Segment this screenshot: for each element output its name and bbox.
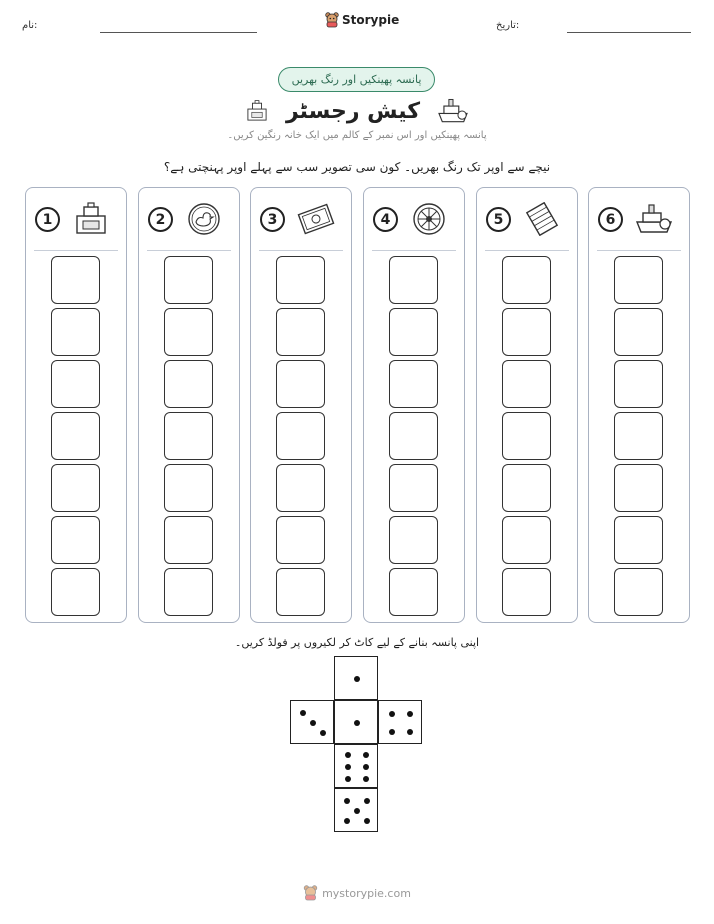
column-header	[364, 202, 464, 242]
subtitle: پانسہ پھینکیں اور اس نمبر کے کالم میں ایک خانہ رنگین کریں۔	[227, 130, 487, 141]
die-pip	[363, 764, 369, 770]
color-cell[interactable]	[389, 516, 438, 564]
color-cell[interactable]	[164, 412, 213, 460]
die-face-1	[334, 656, 378, 700]
name-line	[100, 32, 257, 33]
storypie-logo	[325, 12, 399, 28]
column-3	[250, 187, 352, 623]
die-pip	[310, 720, 316, 726]
name-label: نام:	[22, 20, 38, 31]
color-cell[interactable]	[502, 412, 551, 460]
column-5	[476, 187, 578, 623]
color-cell[interactable]	[614, 308, 663, 356]
die-face-5	[334, 788, 378, 832]
column-number: 4	[373, 207, 398, 232]
boat-icon	[436, 97, 470, 125]
color-cell[interactable]	[389, 256, 438, 304]
color-cell[interactable]	[276, 516, 325, 564]
column-divider	[147, 250, 231, 251]
date-label: تاریخ:	[496, 20, 520, 31]
instruction-text: نیچے سے اوپر تک رنگ بھریں۔ کون سی تصویر سب سے پہلے اوپر پہنچتی ہے؟	[163, 160, 551, 174]
die-face-3	[290, 700, 334, 744]
die-pip	[364, 798, 370, 804]
color-cell[interactable]	[502, 516, 551, 564]
column-number: 3	[260, 207, 285, 232]
footer-url: mystorypie.com	[322, 886, 411, 900]
duck-coin-icon	[184, 202, 224, 236]
color-cell[interactable]	[502, 256, 551, 304]
die-pip	[363, 776, 369, 782]
color-cell[interactable]	[51, 256, 100, 304]
color-cell[interactable]	[502, 308, 551, 356]
die-pip	[363, 752, 369, 758]
logo-text: Storypie	[342, 13, 400, 27]
column-number: 1	[35, 207, 60, 232]
color-cell[interactable]	[614, 516, 663, 564]
column-1	[25, 187, 127, 623]
die-pip	[345, 776, 351, 782]
color-cell[interactable]	[164, 516, 213, 564]
die-pip	[354, 720, 360, 726]
color-cell[interactable]	[502, 360, 551, 408]
die-pip	[344, 798, 350, 804]
color-cell[interactable]	[164, 308, 213, 356]
cash-register-icon	[244, 98, 270, 124]
die-pip	[344, 818, 350, 824]
color-cell[interactable]	[276, 412, 325, 460]
color-cell[interactable]	[51, 568, 100, 616]
color-cell[interactable]	[164, 568, 213, 616]
die-pip	[300, 710, 306, 716]
die-face-6	[334, 744, 378, 788]
activity-pill: پانسہ پھینکیں اور رنگ بھریں	[278, 67, 435, 92]
title-row	[0, 94, 714, 128]
column-divider	[372, 250, 456, 251]
die-face-4	[378, 700, 422, 744]
fold-instruction: اپنی پانسہ بنانے کے لیے کاٹ کر لکیروں پر فولڈ کریں۔	[234, 636, 480, 649]
bear-mascot-icon	[325, 12, 339, 28]
color-cell[interactable]	[276, 568, 325, 616]
column-divider	[34, 250, 118, 251]
worksheet-header	[0, 0, 714, 50]
boat-icon	[634, 202, 674, 236]
color-cell[interactable]	[614, 360, 663, 408]
receipt-roll-icon	[522, 202, 562, 236]
color-cell[interactable]	[389, 464, 438, 512]
color-cell[interactable]	[614, 464, 663, 512]
color-cell[interactable]	[276, 308, 325, 356]
color-cell[interactable]	[502, 464, 551, 512]
die-pip	[354, 676, 360, 682]
column-number: 6	[598, 207, 623, 232]
date-line	[567, 32, 691, 33]
column-header	[26, 202, 126, 242]
page-title: کیش رجسٹر	[285, 98, 421, 124]
color-cell[interactable]	[276, 464, 325, 512]
color-cell[interactable]	[614, 256, 663, 304]
color-cell[interactable]	[276, 360, 325, 408]
color-cell[interactable]	[164, 464, 213, 512]
color-cell[interactable]	[389, 308, 438, 356]
die-pip	[389, 729, 395, 735]
column-number: 5	[486, 207, 511, 232]
color-cell[interactable]	[51, 360, 100, 408]
die-face-1	[334, 700, 378, 744]
color-cell[interactable]	[164, 256, 213, 304]
column-header	[589, 202, 689, 242]
column-header	[251, 202, 351, 242]
color-cell[interactable]	[51, 412, 100, 460]
die-pip	[364, 818, 370, 824]
banknote-icon	[296, 202, 336, 236]
footer	[0, 885, 714, 901]
die-pip	[407, 729, 413, 735]
column-4	[363, 187, 465, 623]
wheel-coin-icon	[409, 202, 449, 236]
color-cell[interactable]	[389, 568, 438, 616]
die-pip	[407, 711, 413, 717]
die-pip	[345, 752, 351, 758]
die-pip	[389, 711, 395, 717]
die-pip	[320, 730, 326, 736]
color-cell[interactable]	[614, 412, 663, 460]
color-cell[interactable]	[51, 464, 100, 512]
bear-mascot-icon	[303, 885, 318, 901]
die-pip	[345, 764, 351, 770]
color-cell[interactable]	[276, 256, 325, 304]
color-cell[interactable]	[51, 516, 100, 564]
column-header	[139, 202, 239, 242]
color-cell[interactable]	[51, 308, 100, 356]
color-cell[interactable]	[389, 412, 438, 460]
column-6	[588, 187, 690, 623]
column-header	[477, 202, 577, 242]
color-cell[interactable]	[164, 360, 213, 408]
column-divider	[259, 250, 343, 251]
column-number: 2	[148, 207, 173, 232]
column-2	[138, 187, 240, 623]
color-cell[interactable]	[614, 568, 663, 616]
color-cell[interactable]	[502, 568, 551, 616]
die-pip	[354, 808, 360, 814]
color-cell[interactable]	[389, 360, 438, 408]
column-divider	[597, 250, 681, 251]
cash-register-icon	[71, 202, 111, 236]
column-divider	[485, 250, 569, 251]
